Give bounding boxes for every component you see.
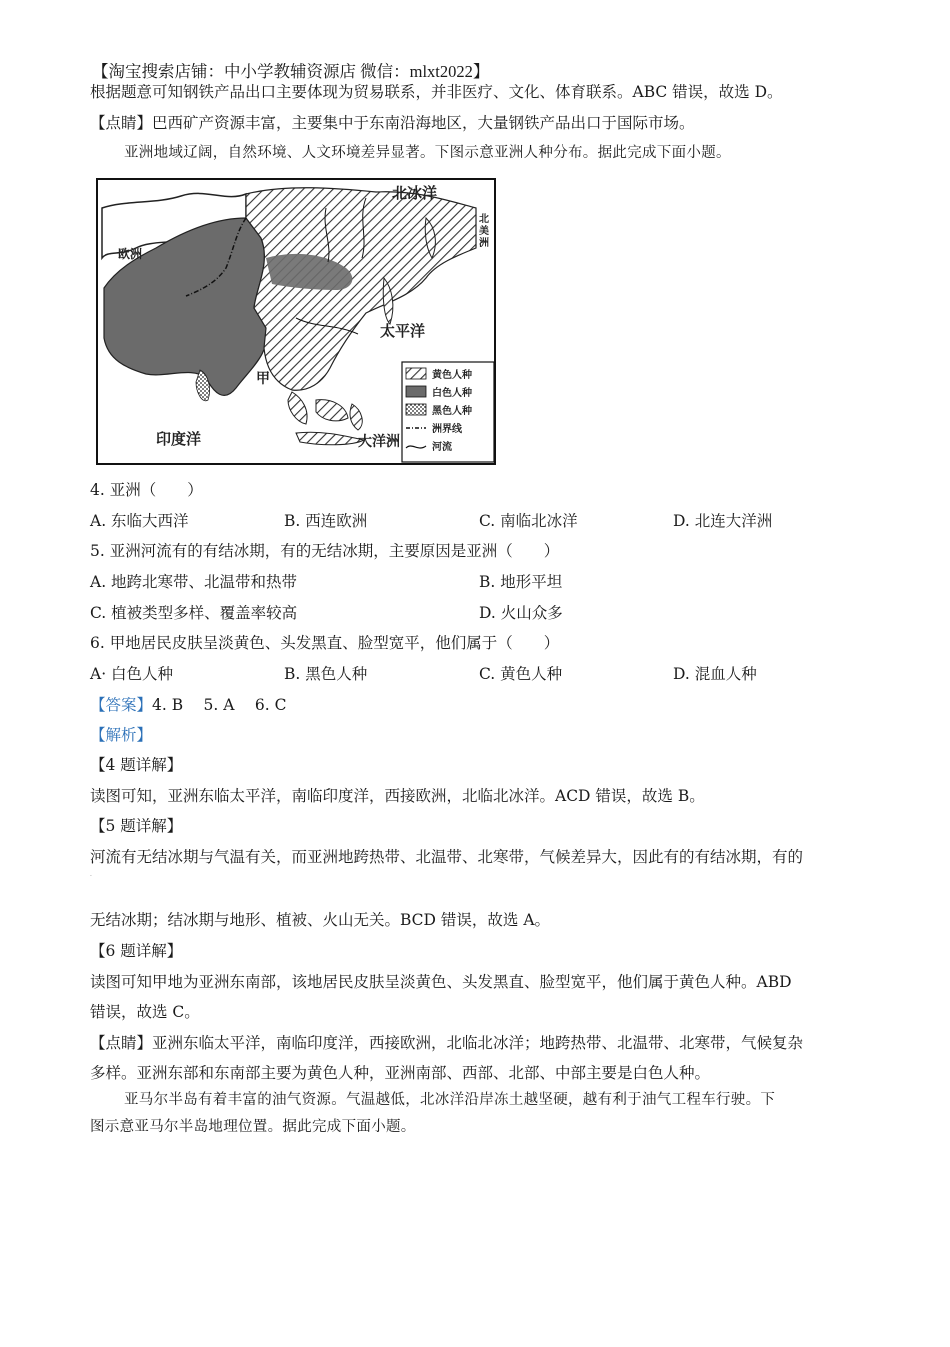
answer-line [90,695,286,715]
answer-text: 4. B 5. A 6. C [152,696,287,714]
map-legend [402,362,494,462]
q5-detail-text-2: 无结冰期；结冰期与地形、植被、火山无关。BCD 错误，故选 A。 [90,911,551,929]
page-break-mark: · [90,873,92,880]
asia-race-map [96,178,496,465]
intro-yamal-2: 图示意亚马尔半岛地理位置。据此完成下面小题。 [90,1119,416,1135]
legend-white: 白色人种 [432,388,472,399]
q5-option-d: D. 火山众多 [479,604,563,622]
intro-yamal-1: 亚马尔半岛有着丰富的油气资源。气温越低，北冰洋沿岸冻土越坚硬，越有利于油气工程车行驶。下 [124,1092,776,1108]
label-europe: 欧洲 [118,247,143,261]
svg-text:洲: 洲 [479,238,489,249]
label-jia: 甲 [256,371,270,387]
label-arctic: 北冰洋 [392,184,438,202]
svg-text:北: 北 [479,214,489,225]
legend-yellow: 黄色人种 [432,370,472,381]
q4-option-d: D. 北连大洋洲 [673,512,773,530]
q6-option-b: B. 黑色人种 [284,665,368,683]
analysis-label: 【解析】 [90,726,153,744]
q5-option-b: B. 地形平坦 [479,573,563,591]
legend-river: 河流 [432,442,452,453]
q4-option-a: A. 东临大西洋 [90,512,189,530]
label-indian-ocean: 印度洋 [156,430,202,448]
q5-option-a: A. 地跨北寒带、北温带和热带 [90,573,298,591]
shop-header: 【淘宝搜索店铺：中小学教辅资源店 微信：mlxt2022】 [92,62,490,81]
q5-option-c: C. 植被类型多样、覆盖率较高 [90,604,298,622]
q6-option-c: C. 黄色人种 [479,665,563,683]
q6-detail-title: 【6 题详解】 [90,942,183,960]
label-north-america [479,213,489,249]
tip-text: 巴西矿产资源丰富，主要集中于东南沿海地区，大量钢铁产品出口于国际市场。 [152,114,695,132]
q6-detail-text-1: 读图可知甲地为亚洲东南部，该地居民皮肤呈淡黄色、头发黑直、脸型宽平，他们属于黄色人种。ABD [90,973,792,991]
legend-boundary: 洲界线 [432,424,462,435]
tip2-label: 【点睛】 [90,1034,153,1052]
label-pacific: 太平洋 [380,322,426,340]
tip2-text-1: 亚洲东临太平洋，南临印度洋，西接欧洲，北临北冰洋；地跨热带、北温带、北寒带，气候复杂 [152,1034,804,1052]
q4-detail-text: 读图可知，亚洲东临太平洋，南临印度洋，西接欧洲，北临北冰洋。ACD 错误，故选 B。 [90,787,705,805]
q5-detail-title: 【5 题详解】 [90,817,183,835]
tip2-line-1 [90,1033,803,1053]
legend-black: 黑色人种 [432,406,472,417]
q4-option-b: B. 西连欧洲 [284,512,368,530]
svg-text:美: 美 [479,226,489,237]
q5-detail-text-1: 河流有无结冰期与气温有关，而亚洲地跨热带、北温带、北寒带，气候差异大，因此有的有结冰期，有的 [90,848,804,866]
q6-detail-text-2: 错误，故选 C。 [90,1003,200,1021]
q4-detail-title: 【4 题详解】 [90,756,183,774]
q4-option-c: C. 南临北冰洋 [479,512,578,530]
answer-label: 【答案】 [90,696,153,714]
question-6-stem: 6. 甲地居民皮肤呈淡黄色、头发黑直、脸型宽平，他们属于（ ） [90,634,560,652]
question-4-stem: 4. 亚洲（ ） [90,481,203,499]
q6-option-d: D. 混血人种 [673,665,757,683]
prev-tip [90,113,695,133]
intro-asia: 亚洲地域辽阔，自然环境、人文环境差异显著。下图示意亚洲人种分布。据此完成下面小题。 [124,145,731,161]
prev-answer-line: 根据题意可知钢铁产品出口主要体现为贸易联系，并非医疗、文化、体育联系。ABC 错误，故选 D。 [90,83,783,101]
question-5-stem: 5. 亚洲河流有的有结冰期，有的无结冰期，主要原因是亚洲（ ） [90,542,560,560]
tip-label: 【点睛】 [90,114,153,132]
q6-option-a: A· 白色人种 [90,665,174,683]
label-oceania: 大洋洲 [358,434,400,450]
tip2-line-2: 多样。亚洲东部和东南部主要为黄色人种，亚洲南部、西部、北部、中部主要是白色人种。 [90,1064,711,1082]
